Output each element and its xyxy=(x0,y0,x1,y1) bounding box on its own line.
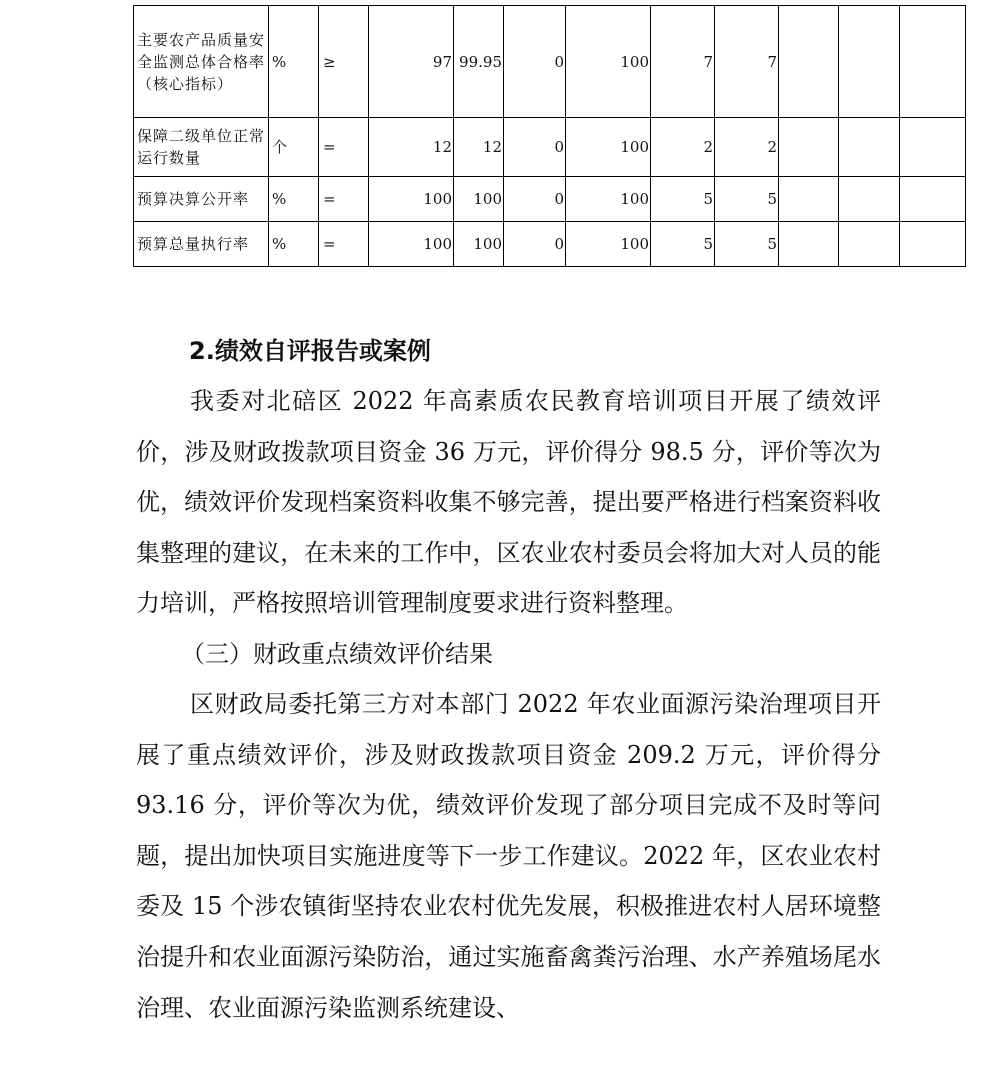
target-value-cell: 100 xyxy=(369,177,454,222)
table-row xyxy=(134,6,966,118)
operator-cell: = xyxy=(319,222,369,267)
table-row xyxy=(134,222,966,267)
indicator-name-cell: 预算总量执行率 xyxy=(134,222,269,267)
indicator-name-cell: 保障二级单位正常运行数量 xyxy=(134,118,269,177)
unit-cell: % xyxy=(269,177,319,222)
self-evaluation-paragraph: 我委对北碚区 2022 年高素质农民教育培训项目开展了绩效评价，涉及财政拨款项目资金 36 万元，评价得分 98.5 分，评价等次为优，绩效评价发现档案资料收集不够完善，提出要严格进行档案资料收集整理的建议，在未来的工作中，区农业农村委员会将加大对人员的能力培训，严格按照培训管理制度要求进行资料整理。 xyxy=(136,387,881,618)
note-cell xyxy=(900,6,966,118)
target-value-cell: 12 xyxy=(369,118,454,177)
value-cell: 0 xyxy=(504,6,566,118)
note-cell xyxy=(779,177,839,222)
operator-cell: = xyxy=(319,118,369,177)
weight-cell: 7 xyxy=(651,6,715,118)
value-cell: 0 xyxy=(504,118,566,177)
actual-value-cell: 99.95 xyxy=(454,6,504,118)
value-cell: 0 xyxy=(504,177,566,222)
note-cell xyxy=(839,222,900,267)
actual-value-cell: 12 xyxy=(454,118,504,177)
section-heading-self-evaluation: 2.绩效自评报告或案例 xyxy=(189,337,431,365)
indicator-name-cell: 主要农产品质量安全监测总体合格率（核心指标） xyxy=(134,6,269,118)
unit-cell: % xyxy=(269,222,319,267)
target-value-cell: 97 xyxy=(369,6,454,118)
note-cell xyxy=(900,177,966,222)
operator-cell: = xyxy=(319,177,369,222)
note-cell xyxy=(900,222,966,267)
key-evaluation-paragraph: 区财政局委托第三方对本部门 2022 年农业面源污染治理项目开展了重点绩效评价，涉及财政拨款项目资金 209.2 万元，评价得分 93.16 分，评价等次为优，绩效评价发现了部分项目完成不及时等问题，提出加快项目实施进度等下一步工作建议。2022 年，区农业农村委及 15 个涉农镇街坚持农业农村优先发展，积极推进农村人居环境整治提升和农业面源污染防治，通过实施畜禽粪污治理、水产养殖场尾水治理、农业面源污染监测系统建设、 xyxy=(136,689,881,1022)
value-cell: 100 xyxy=(566,177,651,222)
note-cell xyxy=(900,118,966,177)
weight-cell: 2 xyxy=(651,118,715,177)
value-cell: 100 xyxy=(566,118,651,177)
document-body xyxy=(136,326,881,1033)
score-cell: 2 xyxy=(715,118,779,177)
note-cell xyxy=(839,118,900,177)
section-heading-key-evaluation: （三）财政重点绩效评价结果 xyxy=(181,639,493,668)
note-cell xyxy=(779,118,839,177)
score-cell: 5 xyxy=(715,177,779,222)
value-cell: 100 xyxy=(566,222,651,267)
note-cell xyxy=(839,177,900,222)
target-value-cell: 100 xyxy=(369,222,454,267)
unit-cell: % xyxy=(269,6,319,118)
note-cell xyxy=(779,6,839,118)
value-cell: 100 xyxy=(566,6,651,118)
unit-cell: 个 xyxy=(269,118,319,177)
value-cell: 0 xyxy=(504,222,566,267)
score-cell: 5 xyxy=(715,222,779,267)
performance-indicator-table xyxy=(133,5,966,267)
operator-cell: ≥ xyxy=(319,6,369,118)
score-cell: 7 xyxy=(715,6,779,118)
table-row xyxy=(134,177,966,222)
actual-value-cell: 100 xyxy=(454,177,504,222)
actual-value-cell: 100 xyxy=(454,222,504,267)
indicator-name-cell: 预算决算公开率 xyxy=(134,177,269,222)
weight-cell: 5 xyxy=(651,222,715,267)
weight-cell: 5 xyxy=(651,177,715,222)
table-row xyxy=(134,118,966,177)
note-cell xyxy=(839,6,900,118)
note-cell xyxy=(779,222,839,267)
